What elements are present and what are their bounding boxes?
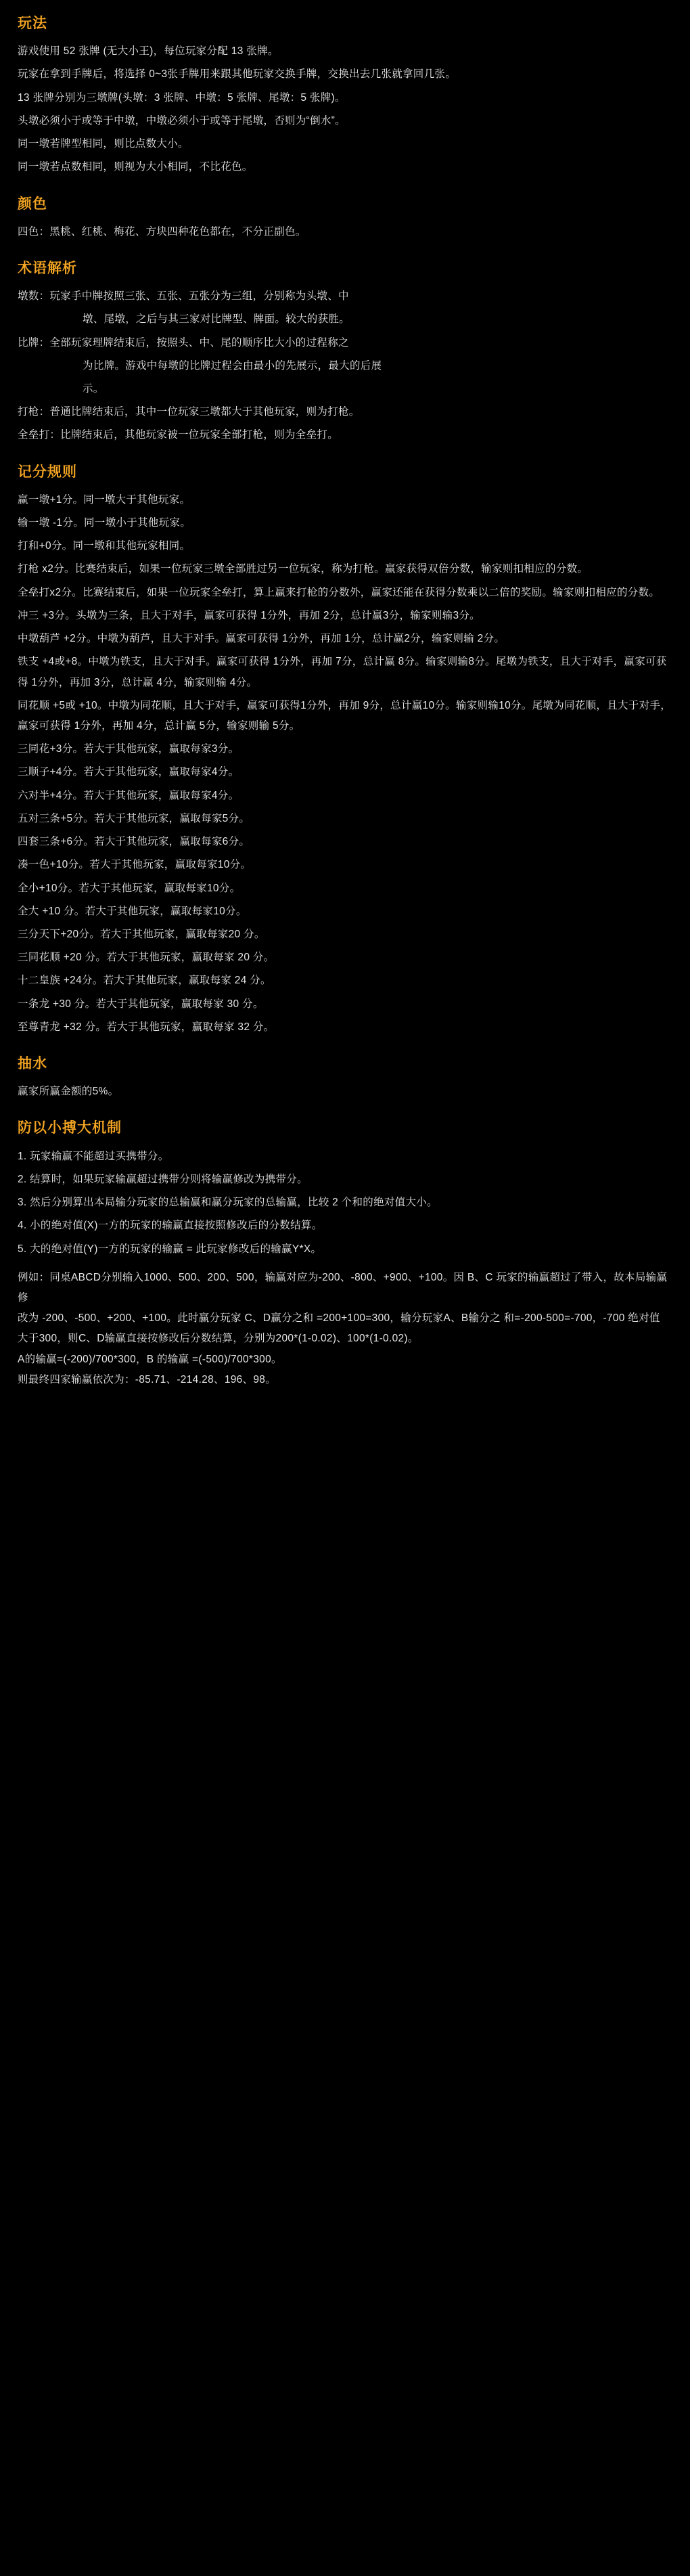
- scoring-line-20: 十二皇族 +24分。若大于其他玩家，赢取每家 24 分。: [18, 975, 271, 987]
- term-bipai-line-2: 为比牌。游戏中每墩的比牌过程会由最小的先展示，最大的后展: [83, 359, 382, 372]
- section-title-colors: 颜色: [18, 196, 47, 212]
- term-bipai-text-1: 全部玩家理牌结束后，按照头、中、尾的顺序比大小的过程称之: [49, 336, 349, 349]
- term-bipai-line-3: 示。: [83, 382, 104, 395]
- scoring-line-9: 同花顺 +5或 +10。中墩为同花顺，且大于对手，赢家可获得1分外，再加 9分，总计赢10分。输家则输10分。尾墩为同花顺，且大于对手，赢家可获得 1分外，再加 4分，总计赢 5分，输家则输 5分。: [18, 699, 672, 732]
- scoring-line-7: 中墩葫芦 +2分。中墩为葫芦，且大于对手。赢家可获得 1分外，再加 1分，总计赢2分，输家则输 2分。: [18, 633, 505, 645]
- term-daqiang-text-1: 普通比牌结束后，其中一位玩家三墩都大于其他玩家，则为打枪。: [49, 406, 360, 418]
- section-terminology: [18, 260, 672, 446]
- anti-rule-5: 5. 大的绝对值(Y)一方的玩家的输赢 = 此玩家修改后的输赢Y*X。: [18, 1243, 322, 1255]
- scoring-line-8: 铁支 +4或+8。中墩为铁支，且大于对手。赢家可获得 1分外，再加 7分，总计赢 8分。输家则输8分。尾墩为铁支，且大于对手，赢家可获得 1分外，再加 3分，总计赢 4分，输家则输 4分。: [18, 656, 667, 688]
- term-dun-line-1: [18, 286, 672, 307]
- scoring-line-11: 三顺子+4分。若大于其他玩家，赢取每家4分。: [18, 766, 239, 778]
- gameplay-line-4: 头墩必须小于或等于中墩，中墩必须小于或等于尾墩，否则为“倒水”。: [18, 114, 346, 127]
- scoring-line-22: 至尊青龙 +32 分。若大于其他玩家，赢取每家 32 分。: [18, 1021, 275, 1033]
- colors-line-1: 四色：黑桃、红桃、梅花、方块四种花色都在，不分正副色。: [18, 225, 306, 238]
- scoring-line-4: 打枪 x2分。比赛结束后，如果一位玩家三墩全部胜过另一位玩家，称为打枪。赢家获得双倍分数，输家则扣相应的分数。: [18, 563, 589, 575]
- term-dun-label: 墩数：: [18, 290, 50, 303]
- section-title-anti-small-bet-big: 防以小搏大机制: [18, 1120, 122, 1136]
- rake-line-1: 赢家所赢金额的5%。: [18, 1086, 119, 1098]
- term-dun-line-2: 墩、尾墩，之后与其三家对比牌型、牌面。较大的获胜。: [83, 313, 350, 326]
- term-bipai-label: 比牌：: [18, 336, 50, 349]
- anti-rule-4: 4. 小的绝对值(X)一方的玩家的输赢直接按照修改后的分数结算。: [18, 1220, 323, 1232]
- anti-example-line-3: 大于300，则C、D输赢直接按修改后分数结算，分别为200*(1-0.02)、100*(1-0.02)。: [18, 1333, 419, 1345]
- anti-example-line-4: A的输赢=(-200)/700*300，B 的输赢 =(-500)/700*300。: [18, 1353, 282, 1365]
- term-quanleida-text-1: 比牌结束后，其他玩家被一位玩家全部打枪，则为全垒打。: [60, 429, 339, 441]
- term-daqiang-label: 打枪：: [18, 406, 50, 418]
- section-title-rake: 抽水: [18, 1056, 47, 1072]
- anti-rule-3: 3. 然后分别算出本局输分玩家的总输赢和赢分玩家的总输赢，比较 2 个和的绝对值大小。: [18, 1197, 438, 1209]
- scoring-line-3: 打和+0分。同一墩和其他玩家相同。: [18, 540, 191, 552]
- scoring-line-14: 四套三条+6分。若大于其他玩家，赢取每家6分。: [18, 836, 250, 848]
- scoring-line-2: 输一墩 -1分。同一墩小于其他玩家。: [18, 517, 191, 529]
- gameplay-line-6: 同一墩若点数相同，则视为大小相同，不比花色。: [18, 161, 253, 173]
- term-dun-text-1: 玩家手中牌按照三张、五张、五张分为三组，分别称为头墩、中: [49, 290, 349, 303]
- scoring-line-12: 六对半+4分。若大于其他玩家，赢取每家4分。: [18, 789, 239, 801]
- scoring-line-21: 一条龙 +30 分。若大于其他玩家，赢取每家 30 分。: [18, 998, 264, 1010]
- scoring-line-18: 三分天下+20分。若大于其他玩家，赢取每家20 分。: [18, 928, 265, 940]
- section-title-gameplay: 玩法: [18, 16, 47, 31]
- anti-example: [18, 1268, 672, 1390]
- gameplay-line-5: 同一墩若牌型相同，则比点数大小。: [18, 138, 189, 150]
- term-daqiang-line-1: [18, 402, 672, 422]
- scoring-line-17: 全大 +10 分。若大于其他玩家，赢取每家10分。: [18, 905, 247, 917]
- gameplay-line-1: 游戏使用 52 张牌 (无大小王)，每位玩家分配 13 张牌。: [18, 45, 279, 58]
- anti-example-line-1: 例如：同桌ABCD分别输入1000、500、200、500，输赢对应为-200、-800、+900、+100。因 B、C 玩家的输赢超过了带入，故本局输赢修: [18, 1271, 668, 1304]
- scoring-line-15: 凑一色+10分。若大于其他玩家，赢取每家10分。: [18, 859, 252, 871]
- scoring-line-5: 全垒打x2分。比赛结束后，如果一位玩家全垒打，算上赢来打枪的分数外，赢家还能在获得分数乘以二倍的奖励。输家则扣相应的分数。: [18, 586, 660, 598]
- term-quanleida-label: 全垒打：: [18, 429, 61, 441]
- scoring-line-13: 五对三条+5分。若大于其他玩家，赢取每家5分。: [18, 812, 250, 824]
- scoring-line-19: 三同花顺 +20 分。若大于其他玩家，赢取每家 20 分。: [18, 952, 275, 964]
- scoring-line-1: 赢一墩+1分。同一墩大于其他玩家。: [18, 493, 191, 506]
- term-bipai-line-1: [18, 333, 672, 353]
- anti-example-line-5: 则最终四家输赢依次为：-85.71、-214.28、196、98。: [18, 1373, 277, 1385]
- section-colors: [18, 196, 672, 242]
- section-anti-small-bet-big: [18, 1119, 672, 1390]
- section-scoring: [18, 464, 672, 1038]
- scoring-line-10: 三同花+3分。若大于其他玩家，赢取每家3分。: [18, 743, 239, 755]
- section-gameplay: [18, 15, 672, 178]
- anti-rule-1: 1. 玩家输赢不能超过买携带分。: [18, 1150, 169, 1162]
- gameplay-line-3: 13 张牌分别为三墩牌(头墩：3 张牌、中墩：5 张牌、尾墩：5 张牌)。: [18, 91, 346, 104]
- scoring-line-16: 全小+10分。若大于其他玩家，赢取每家10分。: [18, 882, 241, 894]
- term-quanleida-line-1: [18, 425, 672, 445]
- anti-example-line-2: 改为 -200、-500、+200、+100。此时赢分玩家 C、D赢分之和 =200+100=300，输分玩家A、B输分之 和=-200-500=-700，-700 绝对值: [18, 1312, 660, 1325]
- section-title-scoring: 记分规则: [18, 464, 77, 480]
- scoring-line-6: 冲三 +3分。头墩为三条，且大于对手，赢家可获得 1分外，再加 2分，总计赢3分，输家则输3分。: [18, 609, 480, 621]
- section-title-terminology: 术语解析: [18, 260, 77, 276]
- anti-rule-2: 2. 结算时，如果玩家输赢超过携带分则将输赢修改为携带分。: [18, 1173, 308, 1185]
- gameplay-line-2: 玩家在拿到手牌后，将选择 0~3张手牌用来跟其他玩家交换手牌，交换出去几张就拿回几张。: [18, 68, 457, 81]
- section-rake: [18, 1055, 672, 1102]
